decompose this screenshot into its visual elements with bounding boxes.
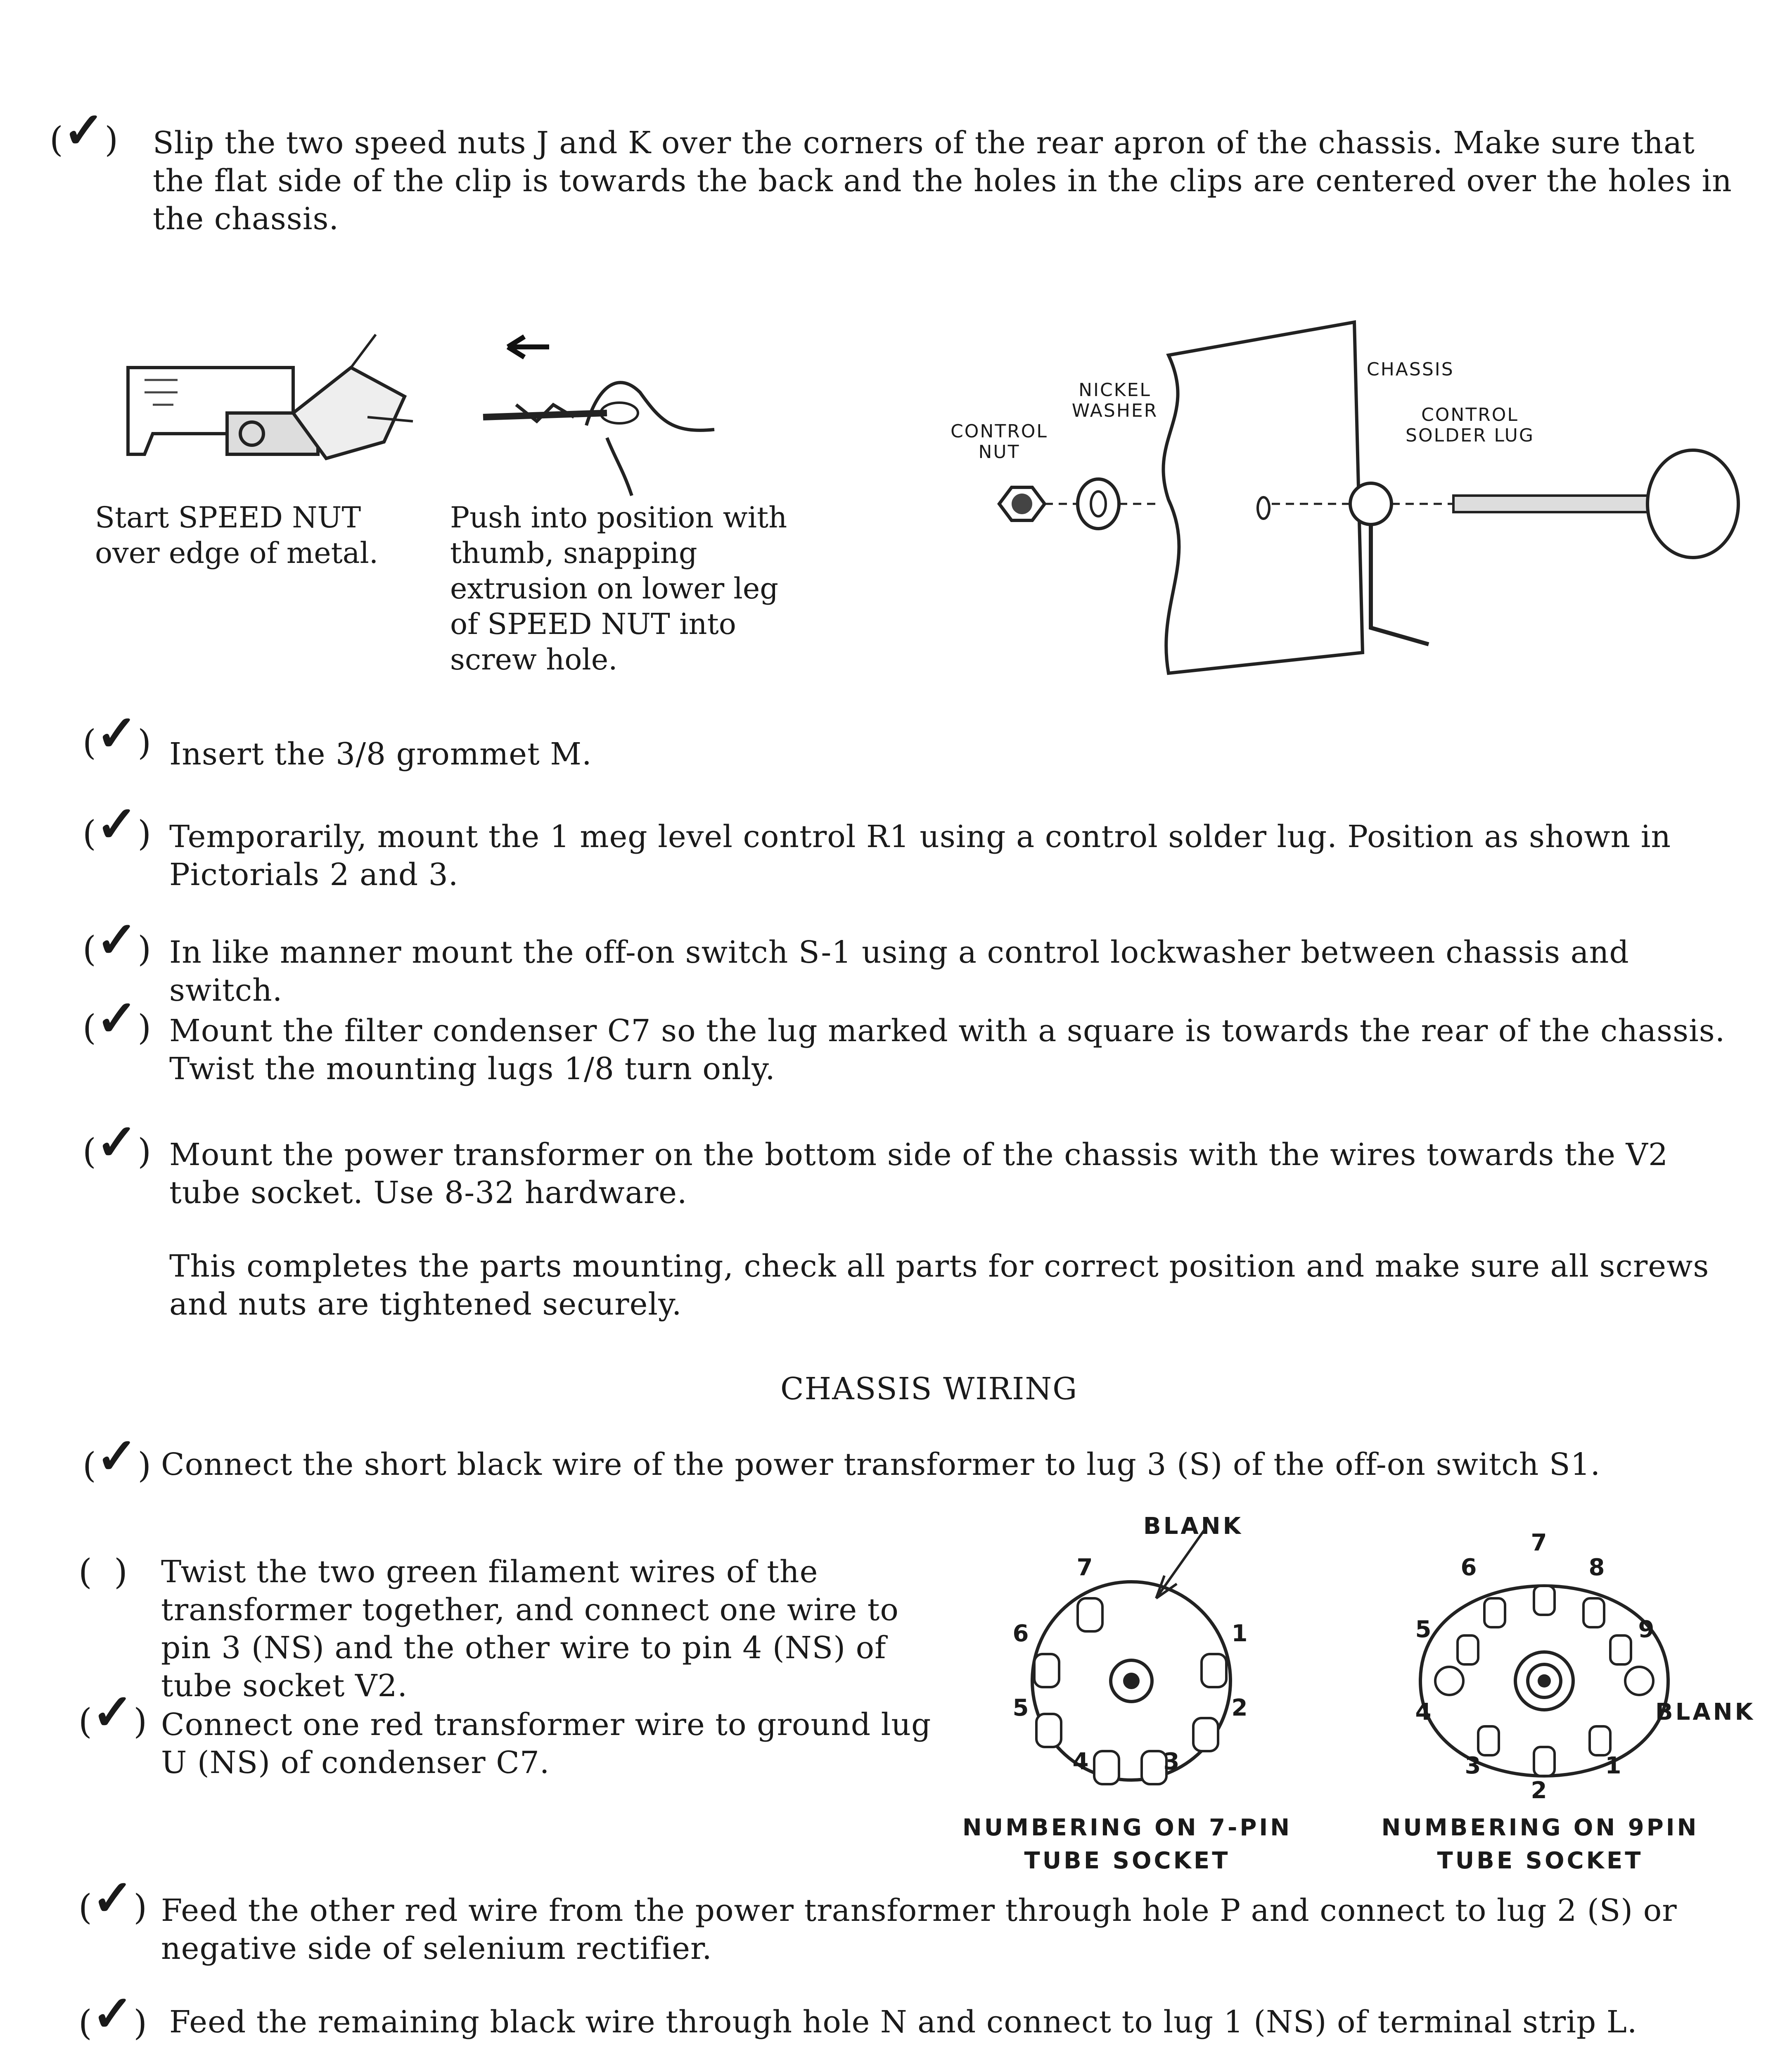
seven-pin-socket-diagram: [983, 1536, 1280, 1801]
instruction-power-transformer: Mount the power transformer on the bottom side of the chassis with the wires towards the V2 tube socket. Use 8-32 hardware.: [169, 1137, 1669, 1211]
checkbox-5[interactable]: (✓): [83, 989, 152, 1048]
checkbox-6[interactable]: (✓): [83, 1113, 152, 1172]
instruction-grommet: Insert the 3/8 grommet M.: [169, 736, 592, 772]
label-nickel-washer: NICKEL WASHER: [1071, 380, 1158, 421]
wiring-checkbox-3[interactable]: (✓): [78, 1683, 147, 1742]
checkbox-1[interactable]: (✓): [50, 101, 119, 160]
nine-pin-pin-3: 3: [1465, 1752, 1484, 1779]
instruction-speed-nuts: Slip the two speed nuts J and K over the corners of the rear apron of the chassis. Make sure that the flat side of the clip is towards the back and the holes in the clips are centered over the holes in the chassis.: [153, 125, 1732, 237]
seven-pin-pin-6: 6: [1012, 1620, 1031, 1647]
seven-pin-pin-2: 2: [1231, 1695, 1250, 1721]
check-mark-icon: ✓: [96, 989, 138, 1047]
speed-nut-push-illustration: [483, 322, 747, 496]
wiring-short-black-wire: Connect the short black wire of the power transformer to lug 3 (S) of the off-on switch S1.: [161, 1447, 1601, 1482]
nine-pin-socket-diagram: [1396, 1561, 1693, 1801]
arrow-left-icon: [508, 337, 549, 357]
seven-pin-pin-5: 5: [1012, 1695, 1031, 1721]
nine-pin-pin-5: 5: [1415, 1616, 1434, 1643]
instruction-level-control: Temporarily, mount the 1 meg level control R1 using a control solder lug. Position as shown in Pictorials 2 and 3.: [169, 819, 1671, 892]
wiring-red-wire-hole-p: Feed the other red wire from the power transformer through hole P and connect to lug 2 (S) or negative side of selenium rectifier.: [161, 1893, 1677, 1966]
check-mark-icon: ✓: [63, 101, 105, 159]
seven-pin-pin-4: 4: [1072, 1748, 1091, 1775]
check-mark-icon: ✓: [96, 704, 138, 762]
checkbox-3[interactable]: (✓): [83, 795, 152, 854]
checkbox-2[interactable]: (✓): [83, 704, 152, 763]
wiring-black-wire-hole-n: Feed the remaining black wire through hole N and connect to lug 1 (NS) of terminal strip L.: [169, 2004, 1638, 2040]
instruction-off-on-switch: In like manner mount the off-on switch S-1 using a control lockwasher between chassis and switch.: [169, 935, 1629, 1008]
seven-pin-blank-label: BLANK: [1143, 1513, 1243, 1540]
wiring-checkbox-2[interactable]: ( ): [78, 1552, 128, 1592]
check-mark-icon: ✓: [96, 911, 138, 969]
section-heading: CHASSIS WIRING: [780, 1371, 1078, 1407]
wiring-checkbox-4[interactable]: (✓): [78, 1869, 147, 1927]
seven-pin-pin-3: 3: [1163, 1748, 1182, 1775]
speed-nut-start-illustration: [120, 351, 417, 475]
check-mark-icon: ✓: [96, 795, 138, 853]
check-mark-icon: ✓: [92, 1683, 134, 1741]
wiring-checkbox-5[interactable]: (✓): [78, 1984, 147, 2043]
instruction-filter-condenser: Mount the filter condenser C7 so the lug marked with a square is towards the rear of the chassis. Twist the mounting lugs 1/8 turn only.: [169, 1013, 1726, 1087]
seven-pin-pin-1: 1: [1231, 1620, 1250, 1647]
seven-pin-caption-line-2: TUBE SOCKET: [1024, 1847, 1230, 1874]
speed-nut-caption-1: Start SPEED NUT over edge of metal.: [95, 501, 379, 570]
speed-nut-caption-2: Push into position with thumb, snapping extrusion on lower leg of SPEED NUT into screw hole.: [450, 501, 787, 676]
label-control-solder-lug: CONTROL SOLDER LUG: [1406, 404, 1534, 446]
checkbox-4[interactable]: (✓): [83, 911, 152, 969]
check-mark-icon: ✓: [92, 1984, 134, 2043]
nine-pin-pin-7: 7: [1531, 1529, 1550, 1556]
wiring-red-ground: Connect one red transformer wire to ground lug U (NS) of condenser C7.: [161, 1707, 932, 1780]
nine-pin-pin-8: 8: [1588, 1554, 1607, 1581]
nine-pin-caption-line-2: TUBE SOCKET: [1437, 1847, 1643, 1874]
nine-pin-pin-4: 4: [1415, 1699, 1434, 1726]
check-mark-icon: ✓: [96, 1113, 138, 1171]
wiring-checkbox-1[interactable]: (✓): [83, 1427, 152, 1486]
nine-pin-caption-line-1: NUMBERING ON 9PIN: [1381, 1814, 1699, 1841]
check-mark-icon: ✓: [92, 1869, 134, 1927]
seven-pin-pin-7: 7: [1076, 1554, 1095, 1581]
nine-pin-pin-6: 6: [1460, 1554, 1479, 1581]
nine-pin-blank-label: BLANK: [1655, 1699, 1755, 1726]
seven-pin-caption-line-1: NUMBERING ON 7-PIN: [962, 1814, 1292, 1841]
wiring-green-filament: Twist the two green filament wires of the transformer together, and connect one wire to pin 3 (NS) and the other wire to pin 4 (NS) of tube socket V2.: [161, 1554, 899, 1704]
nine-pin-pin-2: 2: [1531, 1777, 1550, 1804]
check-mark-icon: ✓: [96, 1427, 138, 1485]
completion-note: This completes the parts mounting, check all parts for correct position and make sure all screws and nuts are tightened securely.: [169, 1248, 1709, 1322]
label-control-nut: CONTROL NUT: [951, 421, 1048, 463]
nine-pin-pin-1: 1: [1605, 1752, 1624, 1779]
blank-pointer-arrow-icon: [1156, 1528, 1206, 1598]
nine-pin-pin-9: 9: [1638, 1616, 1657, 1643]
label-chassis: CHASSIS: [1367, 359, 1454, 380]
